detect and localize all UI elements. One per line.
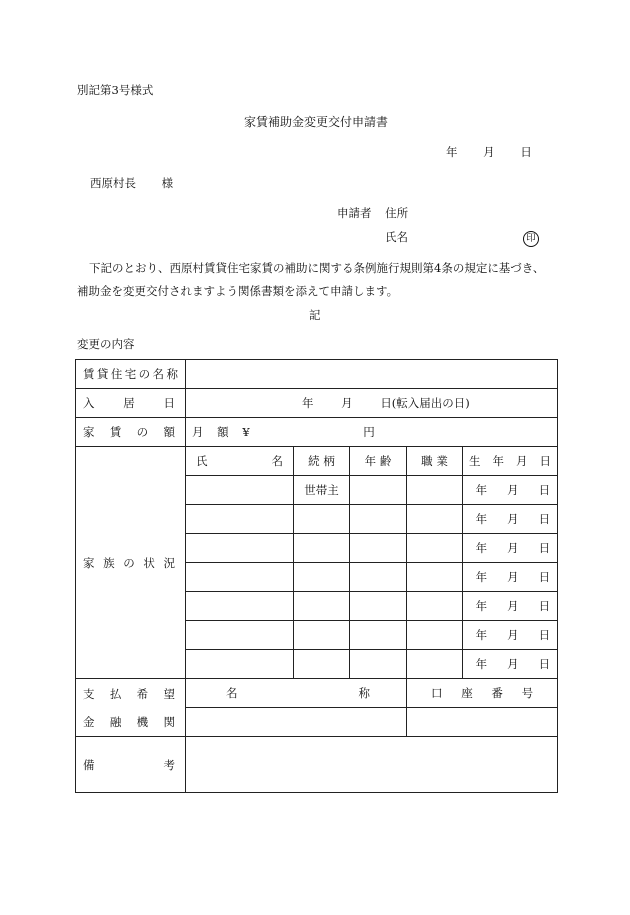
yen-mark: ¥ <box>242 425 250 439</box>
section-title: 変更の内容 <box>77 337 135 351</box>
move-in-label: 入 居 日 <box>76 389 186 418</box>
change-details-table <box>75 359 558 793</box>
birthdate-cell[interactable]: 年 月 日 <box>463 592 558 621</box>
document-title: 家賃補助金変更交付申請書 <box>244 115 389 129</box>
ki-heading: 記 <box>309 308 321 322</box>
bank-name-field[interactable] <box>186 708 407 737</box>
age-cell[interactable] <box>350 505 407 534</box>
header-name: 氏 名 <box>186 447 294 476</box>
header-relation: 続 柄 <box>294 447 350 476</box>
age-cell[interactable] <box>350 534 407 563</box>
family-name-cell[interactable] <box>186 621 294 650</box>
rental-name-field[interactable] <box>186 360 558 389</box>
bank-header-row <box>76 679 558 708</box>
applicant-name-label: 氏名 <box>385 230 408 244</box>
relation-cell[interactable] <box>294 592 350 621</box>
move-in-date-field[interactable] <box>186 389 558 418</box>
occupation-cell[interactable] <box>407 650 463 679</box>
family-header-row <box>76 447 558 476</box>
occupation-cell[interactable] <box>407 476 463 505</box>
age-cell[interactable] <box>350 563 407 592</box>
date-day: 日 <box>520 145 532 159</box>
date-year: 年 <box>446 145 458 159</box>
rental-name-row <box>76 360 558 389</box>
addressee-name: 西原村長 <box>90 176 136 190</box>
rental-name-label: 賃 貸 住 宅 の 名 称 <box>76 360 186 389</box>
relation-cell[interactable] <box>294 563 350 592</box>
move-in-year: 年 <box>302 396 314 410</box>
birthdate-cell[interactable]: 年 月 日 <box>463 563 558 592</box>
occupation-cell[interactable] <box>407 563 463 592</box>
move-in-month: 月 <box>341 396 353 410</box>
remarks-label: 備 考 <box>76 737 186 793</box>
occupation-cell[interactable] <box>407 592 463 621</box>
birthdate-cell[interactable]: 年 月 日 <box>463 621 558 650</box>
family-status-label: 家 族 の 状 況 <box>76 447 186 679</box>
family-name-cell[interactable] <box>186 534 294 563</box>
rent-amount-field[interactable] <box>186 418 558 447</box>
yen-unit: 円 <box>363 425 375 439</box>
header-birthdate: 生 年 月 日 <box>463 447 558 476</box>
family-name-cell[interactable] <box>186 592 294 621</box>
age-cell[interactable] <box>350 592 407 621</box>
date-line <box>446 147 532 159</box>
relation-cell[interactable] <box>294 534 350 563</box>
rent-label: 家 賃 の 額 <box>76 418 186 447</box>
form-number: 別記第3号様式 <box>77 83 154 97</box>
rent-monthly: 月 <box>192 425 204 439</box>
relation-cell[interactable] <box>294 505 350 534</box>
remarks-field[interactable] <box>186 737 558 793</box>
age-cell[interactable] <box>350 476 407 505</box>
relation-cell[interactable]: 世帯主 <box>294 476 350 505</box>
relation-cell[interactable] <box>294 650 350 679</box>
bank-name-header: 名 称 <box>186 679 407 708</box>
family-name-cell[interactable] <box>186 505 294 534</box>
occupation-cell[interactable] <box>407 534 463 563</box>
body-line-1: 下記のとおり、西原村賃貸住宅家賃の補助に関する条例施行規則第4条の規定に基づき、 <box>89 261 545 275</box>
occupation-cell[interactable] <box>407 505 463 534</box>
family-name-cell[interactable] <box>186 650 294 679</box>
remarks-row <box>76 737 558 793</box>
account-number-header: 口 座 番 号 <box>407 679 558 708</box>
applicant-address-label: 住所 <box>385 206 409 220</box>
birthdate-cell[interactable]: 年 月 日 <box>463 650 558 679</box>
applicant-label: 申請者 <box>337 206 372 220</box>
relation-cell[interactable] <box>294 621 350 650</box>
age-cell[interactable] <box>350 650 407 679</box>
header-occupation: 職 業 <box>407 447 463 476</box>
body-line-2: 補助金を変更交付されますよう関係書類を添えて申請します。 <box>77 284 399 298</box>
family-name-cell[interactable] <box>186 563 294 592</box>
rent-row <box>76 418 558 447</box>
family-name-cell[interactable] <box>186 476 294 505</box>
birthdate-cell[interactable]: 年 月 日 <box>463 534 558 563</box>
bank-label: 支 払 希 望 金 融 機 関 <box>76 679 186 737</box>
addressee-honorific: 様 <box>161 176 174 190</box>
applicant-address-line <box>337 208 408 220</box>
occupation-cell[interactable] <box>407 621 463 650</box>
move-in-day: 日(転入届出の日) <box>380 396 470 410</box>
seal-mark: 印 <box>523 231 539 247</box>
addressee <box>90 178 173 190</box>
move-in-row <box>76 389 558 418</box>
rent-amount-label: 額 <box>217 425 229 439</box>
age-cell[interactable] <box>350 621 407 650</box>
account-number-field[interactable] <box>407 708 558 737</box>
date-month: 月 <box>483 145 495 159</box>
birthdate-cell[interactable]: 年 月 日 <box>463 476 558 505</box>
birthdate-cell[interactable]: 年 月 日 <box>463 505 558 534</box>
header-age: 年 齢 <box>350 447 407 476</box>
